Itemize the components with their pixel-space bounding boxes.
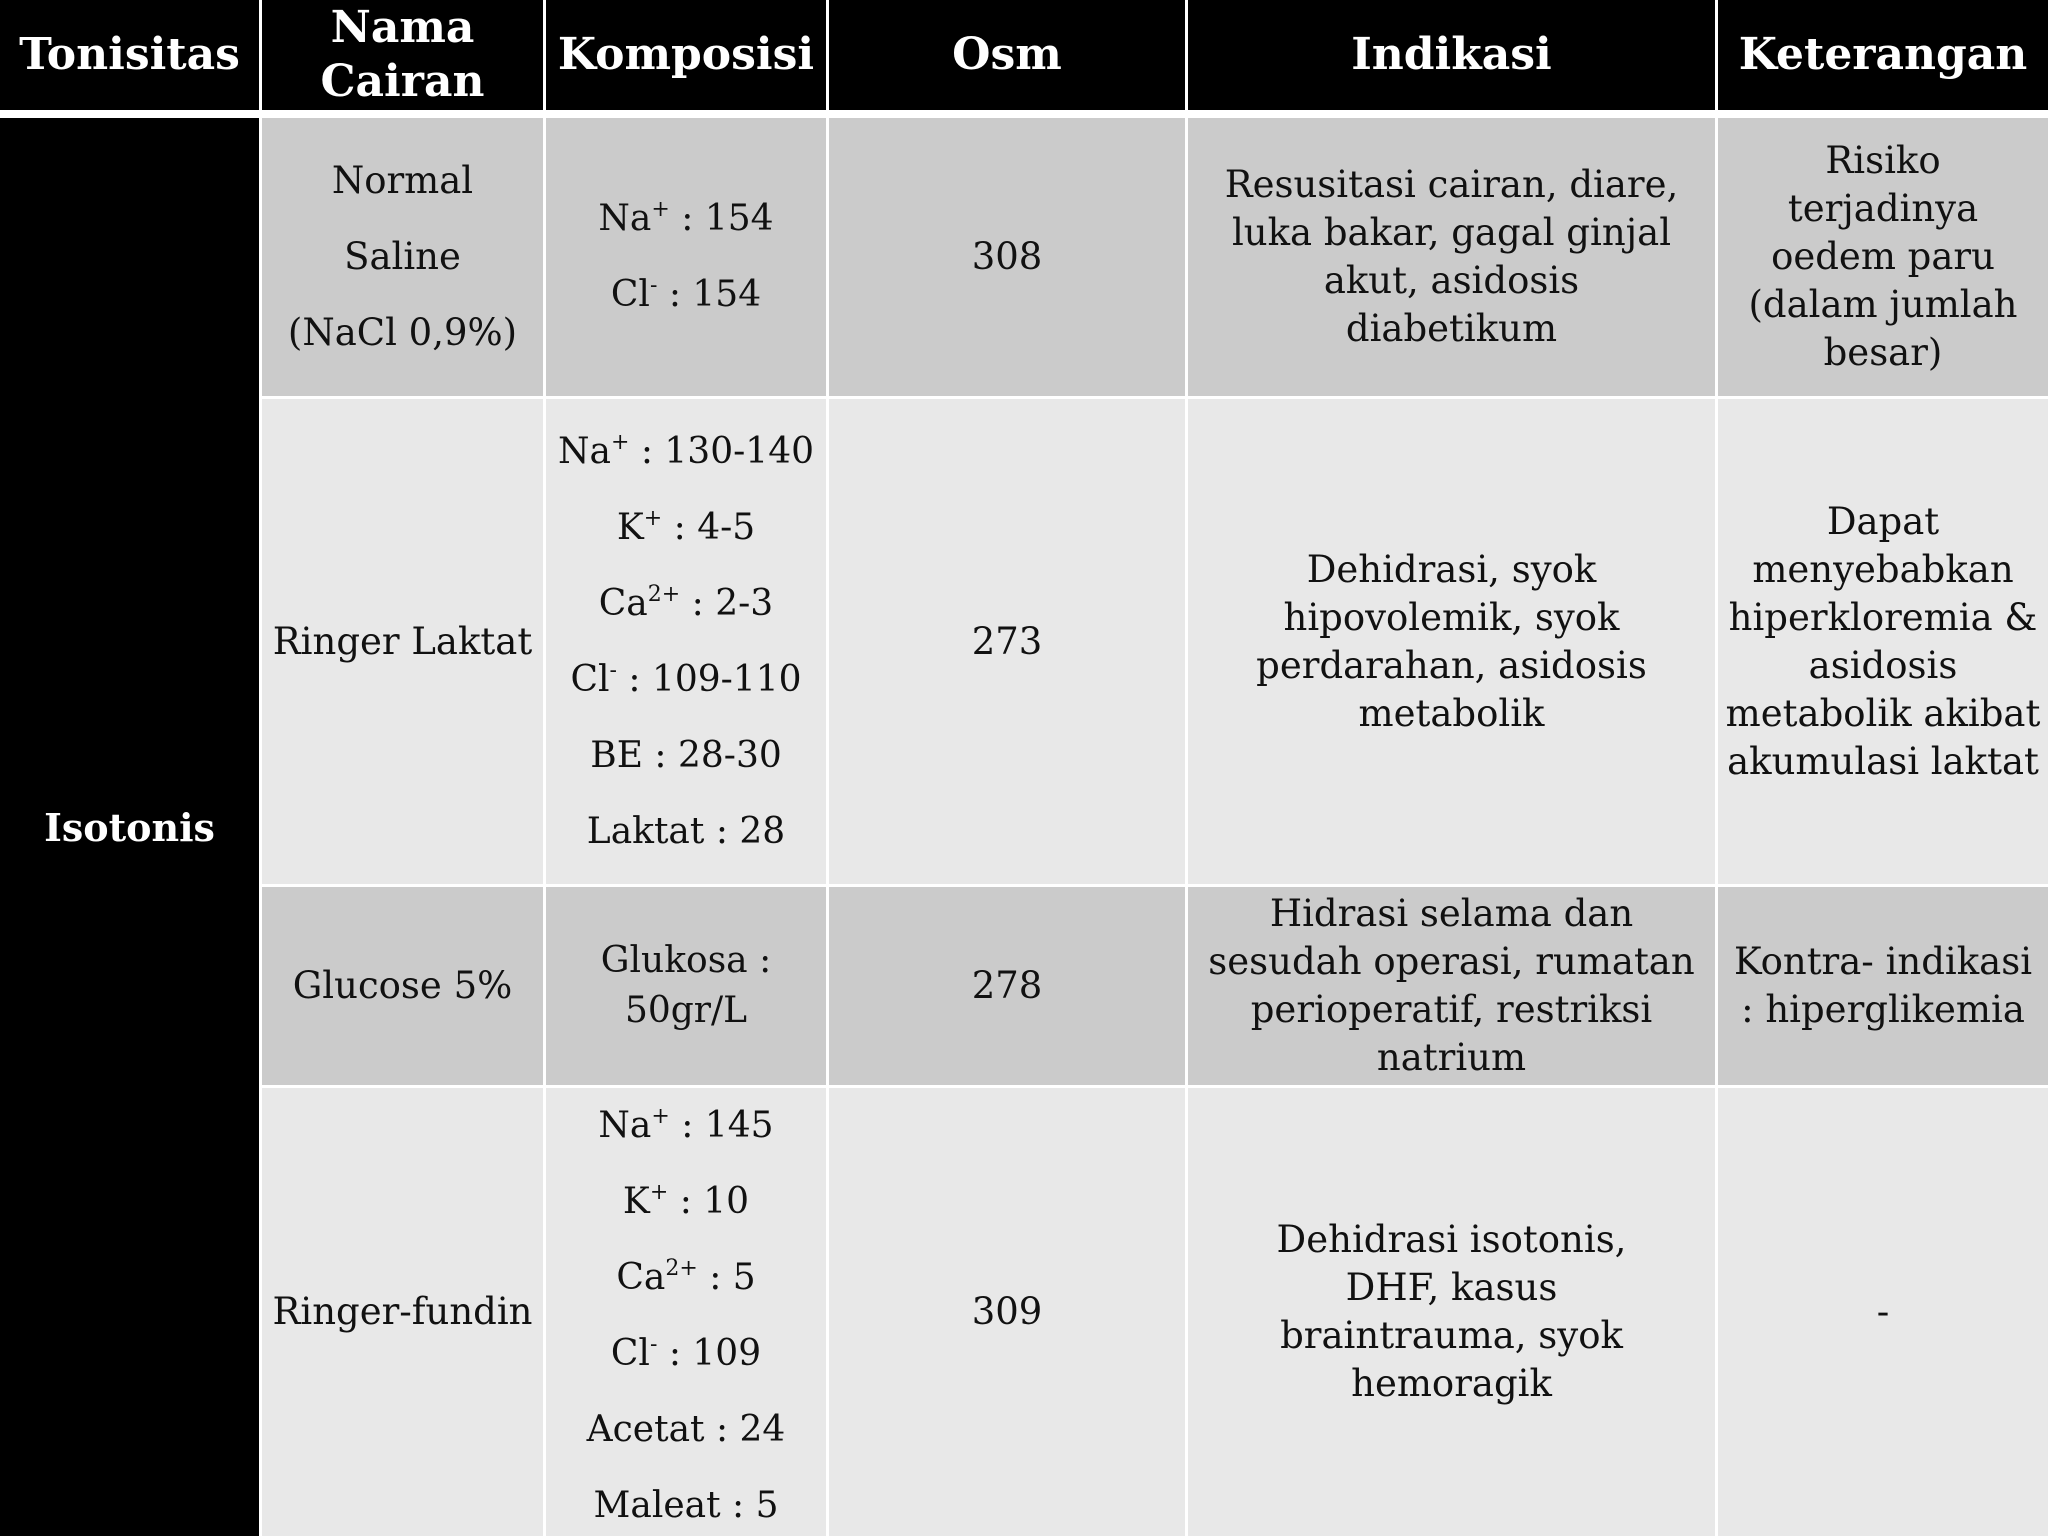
row3-komposisi-line2: 50gr/L (624, 990, 748, 1031)
row2-komposisi-cell (546, 399, 826, 884)
row3-osm-value: 278 (971, 964, 1043, 1007)
row2-osm-cell (829, 399, 1185, 884)
row1-indikasi-cell (1188, 118, 1715, 396)
row2-indikasi-cell (1188, 399, 1715, 884)
row4-komposisi-cell (546, 1088, 826, 1536)
row3-indikasi-text: Hidrasi selama dan sesudah operasi, rumatan perioperatif, restriksi natrium (1208, 892, 1695, 1079)
row4-keterangan-text: - (1876, 1290, 1890, 1333)
row2-komposisi-item: BE : 28-30 (590, 734, 782, 776)
row2-komposisi-item: $Ca^{2+}$ : 2-3 (598, 581, 774, 624)
row3-keterangan-text: Kontra- indikasi : hiperglikemia (1733, 940, 2033, 1031)
row4-komposisi-item: Na+ : 145 (598, 1104, 774, 1146)
row1-osm-value: 308 (971, 235, 1043, 278)
header-nama-cairan-line2: Cairan (320, 56, 485, 107)
row4-komposisi-item: Maleat : 5 (593, 1485, 779, 1526)
header-indikasi (1188, 0, 1715, 110)
tonisitas-isotonis-cell (0, 118, 259, 1536)
row3-nama-cell (262, 887, 543, 1085)
row2-indikasi-text: Dehidrasi, syok hipovolemik, syok perdarahan, asidosis metabolik (1256, 547, 1647, 735)
row3-osm-cell (829, 887, 1185, 1085)
row4-nama-text: Ringer-fundin (272, 1290, 533, 1333)
row4-nama-cell (262, 1088, 543, 1536)
row3-komposisi-cell (546, 887, 826, 1085)
header-tonisitas-label: Tonisitas (19, 29, 240, 80)
row2-nama-cell (262, 399, 543, 884)
row1-nama-line1: Normal Saline (331, 159, 474, 278)
row1-nama-line2: (NaCl 0,9%) (287, 311, 518, 354)
row1-keterangan-cell (1718, 118, 2048, 396)
row2-komposisi-item: Cl- : 109-110 (570, 657, 802, 700)
row4-komposisi-item: K+ : 10 (622, 1180, 750, 1222)
row2-komposisi-item: Na+ : 130-140 (557, 429, 814, 472)
header-keterangan-label: Keterangan (1738, 29, 2028, 80)
row1-nama-cell (262, 118, 543, 396)
row3-komposisi-line1: Glukosa : (600, 940, 772, 981)
row1-osm-cell (829, 118, 1185, 396)
header-komposisi (546, 0, 826, 110)
row2-osm-value: 273 (971, 619, 1043, 663)
header-indikasi-label: Indikasi (1351, 29, 1552, 80)
header-osm-label: Osm (952, 29, 1062, 80)
row4-indikasi-text: Dehidrasi isotonis, DHF, kasus braintrauma, syok hemoragik (1276, 1218, 1627, 1405)
row3-keterangan-cell (1718, 887, 2048, 1085)
row4-komposisi-item: $Ca^{2+}$ : 5 (616, 1256, 756, 1298)
row4-keterangan-cell (1718, 1088, 2048, 1536)
row4-komposisi-item: Acetat : 24 (586, 1409, 786, 1450)
row4-osm-cell (829, 1088, 1185, 1536)
row1-keterangan-text: Risiko terjadinya oedem paru (dalam jumlah besar) (1748, 139, 2018, 374)
row2-komposisi-item: K+ : 4-5 (616, 505, 756, 548)
row2-keterangan-text: Dapat menyebabkan hiperkloremia & asidosis metabolik akibat akumulasi laktat (1725, 499, 2041, 783)
tonisitas-isotonis-label: Isotonis (44, 804, 215, 850)
row4-indikasi-cell (1188, 1088, 1715, 1536)
row4-komposisi-item: Cl- : 109 (610, 1332, 762, 1374)
header-keterangan (1718, 0, 2048, 110)
header-komposisi-label: Komposisi (557, 29, 815, 80)
row1-komposisi-cell (546, 118, 826, 396)
header-nama-cairan (262, 0, 543, 110)
row2-keterangan-cell (1718, 399, 2048, 884)
header-tonisitas (0, 0, 259, 110)
header-osm (829, 0, 1185, 110)
row2-komposisi-item: Laktat : 28 (586, 810, 786, 852)
row3-indikasi-cell (1188, 887, 1715, 1085)
row1-komposisi-item: Na+ : 154 (598, 197, 774, 239)
row1-komposisi-item: Cl- : 154 (610, 273, 762, 315)
row4-osm-value: 309 (971, 1290, 1043, 1333)
row3-nama-text: Glucose 5% (292, 964, 513, 1007)
header-nama-cairan-line1: Nama (330, 2, 475, 53)
row2-nama-text: Ringer Laktat (272, 619, 533, 663)
row1-indikasi-text: Resusitasi cairan, diare, luka bakar, gagal ginjal akut, asidosis diabetikum (1224, 163, 1679, 350)
